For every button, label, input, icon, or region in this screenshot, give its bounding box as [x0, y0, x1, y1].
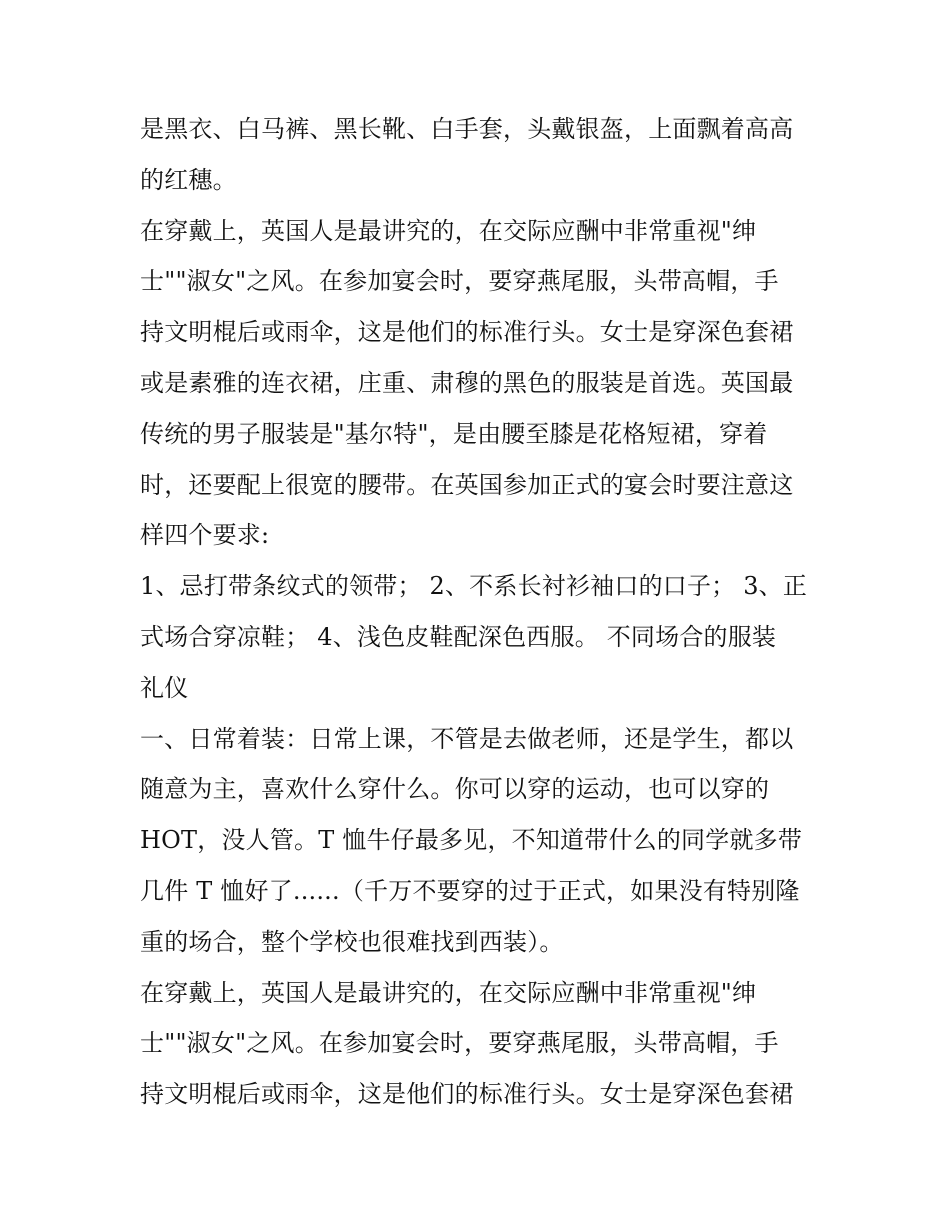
text-line: 士""淑女"之风。在参加宴会时，要穿燕尾服，头带高帽，手	[140, 1029, 779, 1058]
body-text	[140, 104, 820, 1120]
text-line: 1、忌打带条纹式的领带； 2、不系长衬衫袖口的口子； 3、正	[140, 572, 808, 601]
text-line: 或是素雅的连衣裙，庄重、肃穆的黑色的服装是首选。英国最	[140, 368, 794, 397]
text-line: 是黑衣、白马裤、黑长靴、白手套，头戴银盔，上面飘着高高	[140, 115, 794, 143]
text-line: 持文明棍后或雨伞，这是他们的标准行头。女士是穿深色套裙	[140, 318, 794, 347]
text-line: 一、日常着装：日常上课，不管是去做老师，还是学生，都以	[140, 724, 794, 753]
text-line: 士""淑女"之风。在参加宴会时，要穿燕尾服，头带高帽，手	[140, 267, 779, 296]
text-line: 的红穗。	[140, 165, 237, 194]
text-line: 随意为主，喜欢什么穿什么。你可以穿的运动，也可以穿的	[140, 775, 770, 804]
text-line: 礼仪	[140, 673, 189, 702]
text-line: 持文明棍后或雨伞，这是他们的标准行头。女士是穿深色套裙	[140, 1080, 794, 1109]
text-line: 几件 T 恤好了......（千万不要穿的过于正式，如果没有特别隆	[140, 876, 800, 905]
text-line: 时，还要配上很宽的腰带。在英国参加正式的宴会时要注意这	[140, 470, 794, 499]
text-line: HOT，没人管。T 恤牛仔最多见，不知道带什么的同学就多带	[140, 826, 803, 855]
text-line: 重的场合，整个学校也很难找到西装）。	[140, 927, 564, 956]
text-line: 样四个要求:	[140, 521, 270, 550]
text-line: 在穿戴上，英国人是最讲究的，在交际应酬中非常重视"绅	[140, 216, 757, 245]
text-line: 式场合穿凉鞋； 4、浅色皮鞋配深色西服。 不同场合的服装	[140, 622, 777, 651]
text-line: 传统的男子服装是"基尔特"，是由腰至膝是花格短裙，穿着	[140, 419, 768, 448]
text-line: 在穿戴上，英国人是最讲究的，在交际应酬中非常重视"绅	[140, 978, 757, 1007]
